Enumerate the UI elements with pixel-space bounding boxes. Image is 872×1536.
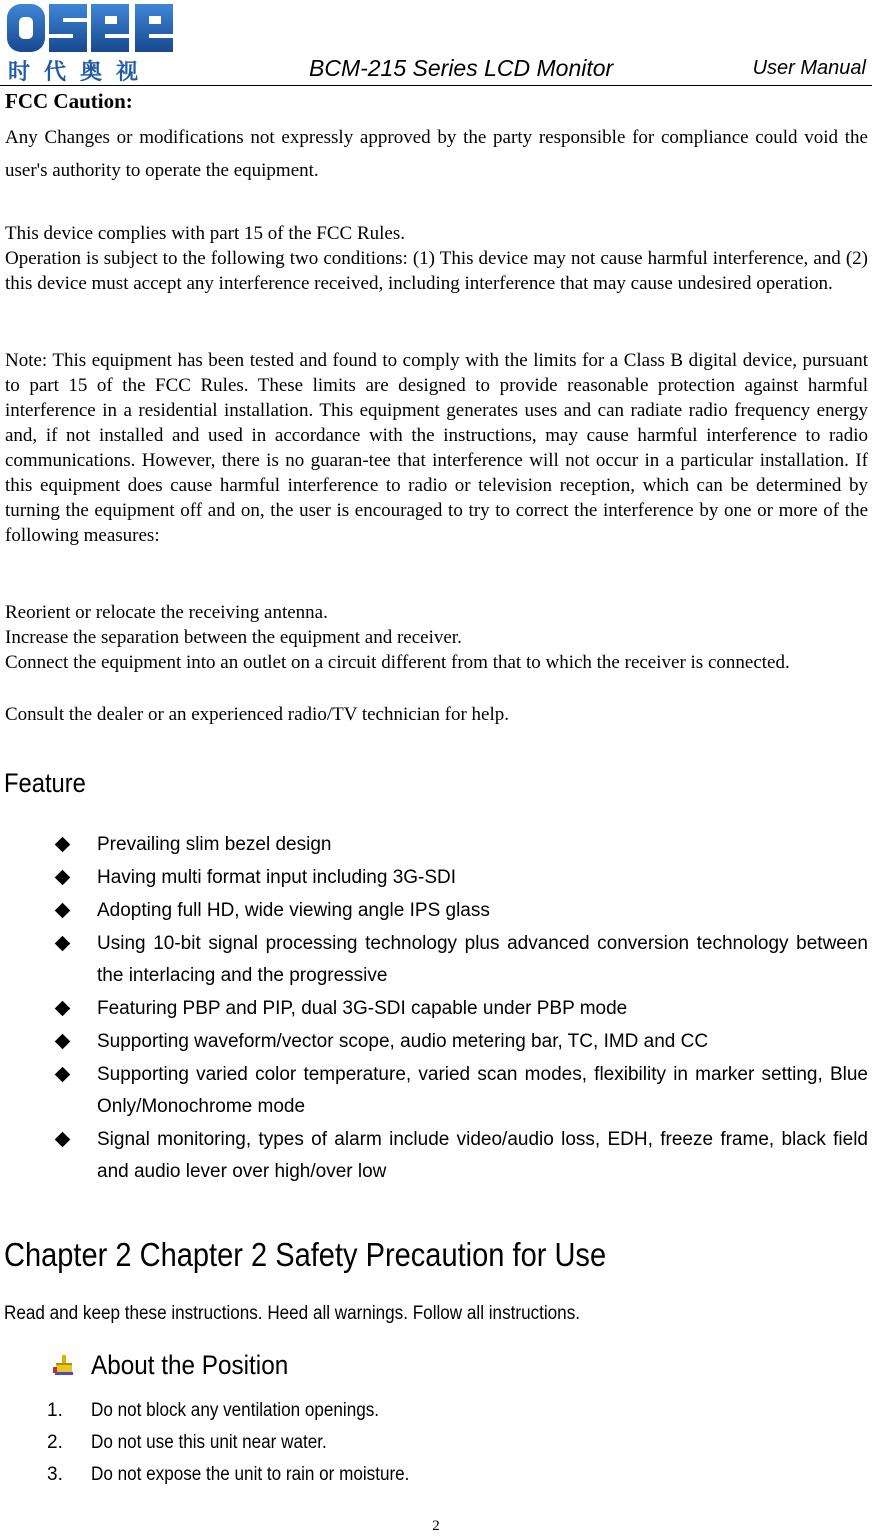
chapter-intro: Read and keep these instructions. Heed all warnings. Follow all instructions. [4,1303,580,1324]
page-number: 2 [432,1518,440,1534]
fcc-conditions-paragraph: Operation is subject to the following two conditions: (1) This device may not cause harmful interference, and (2) this device must accept any interference received, including interference that may cause undesired operation. [5,248,868,294]
feature-item: Using 10-bit signal processing technology plus advanced conversion technology between the interlacing and the progressive [57,928,868,992]
document-type: User Manual [752,57,866,79]
feature-item: Having multi format input including 3G-SDI [57,862,868,894]
feature-item: Prevailing slim bezel design [57,829,868,861]
feature-item: Featuring PBP and PIP, dual 3G-SDI capable under PBP mode [57,993,868,1025]
diamond-bullet-icon [55,903,71,919]
diamond-bullet-icon [55,1067,71,1083]
diamond-bullet-icon [55,870,71,886]
section-title: About the Position [91,1350,289,1380]
fcc-measure-2: Increase the separation between the equipment and receiver. [5,627,462,648]
feature-item: Supporting waveform/vector scope, audio metering bar, TC, IMD and CC [57,1026,868,1058]
fcc-measure-1: Reorient or relocate the receiving antenna. [5,602,328,623]
page-header [0,0,872,86]
feature-item: Adopting full HD, wide viewing angle IPS glass [57,895,868,927]
fcc-compliance-line: This device complies with part 15 of the FCC Rules. [5,223,406,244]
document-title: BCM-215 Series LCD Monitor [309,55,614,81]
diamond-bullet-icon [55,1034,71,1050]
fcc-measure-4: Consult the dealer or an experienced radio/TV technician for help. [5,704,510,725]
fcc-measure-3: Connect the equipment into an outlet on a circuit different from that to which the receiver is connected. [5,652,790,673]
fcc-caution-title: FCC Caution: [5,89,133,113]
pointing-hand-icon [53,1354,75,1376]
chapter-heading: Chapter 2 Chapter 2 Safety Precaution for Use [4,1236,607,1273]
diamond-bullet-icon [55,1001,71,1017]
list-item: 3. Do not expose the unit to rain or moisture. [47,1464,410,1485]
diamond-bullet-icon [55,936,71,952]
osee-logo [5,2,177,85]
fcc-paragraph-1: Any Changes or modifications not expressly approved by the party responsible for compliance could void the user's authority to operate the equipment. [5,127,868,181]
feature-list [57,829,868,1189]
list-item: 2. Do not use this unit near water. [47,1432,327,1453]
fcc-note-paragraph: Note: This equipment has been tested and found to comply with the limits for a Class B digital device, pursuant to part 15 of the FCC Rules. These limits are designed to provide reasonable protection against harmful interference in a residential installation. This equipment generates uses and can radiate radio frequency energy and, if not installed and used in accordance with the instructions, may cause harmful interference to radio communications. However, there is no guaran-tee that interference will not occur in a particular installation. If this equipment does cause harmful interference to radio or television reception, which can be determined by turning the equipment off and on, the user is encouraged to try to correct the interference by one or more of the following measures: [5,350,868,546]
feature-item: Supporting varied color temperature, varied scan modes, flexibility in marker setting, Blue Only/Monochrome mode [57,1059,868,1123]
position-instructions-list [47,1400,445,1496]
feature-heading: Feature [4,768,86,798]
header-divider [0,85,872,86]
feature-item: Signal monitoring, types of alarm include video/audio loss, EDH, freeze frame, black field and audio lever over high/over low [57,1124,868,1188]
logo-chinese-text: 时代奥视 [8,60,153,85]
diamond-bullet-icon [55,1132,71,1148]
osee-logo-letters [5,2,177,54]
list-item: 1. Do not block any ventilation openings. [47,1400,380,1421]
diamond-bullet-icon [55,837,71,853]
